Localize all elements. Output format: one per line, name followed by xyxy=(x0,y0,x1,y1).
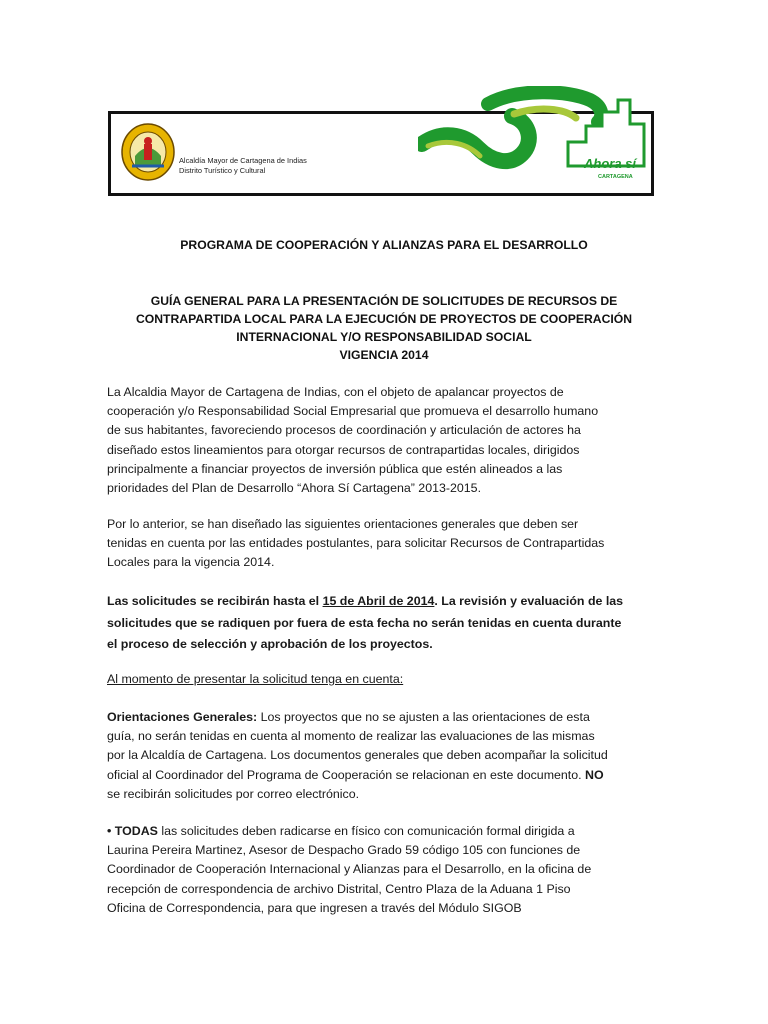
ahora-si-emblem-icon xyxy=(418,86,664,196)
paragraph-line: prioridades del Plan de Desarrollo “Ahora Sí Cartagena” 2013-2015. xyxy=(107,481,482,496)
org-name-line1: Alcaldía Mayor de Cartagena de Indias xyxy=(179,156,307,165)
orientations-paragraph xyxy=(107,515,660,573)
paragraph-line: guía, no serán tenidas en cuenta al momento de realizar las evaluaciones de las mismas xyxy=(107,729,595,744)
program-title: PROGRAMA DE COOPERACIÓN Y ALIANZAS PARA EL DESARROLLO xyxy=(180,238,588,252)
paragraph-text: Los proyectos que no se ajusten a las orientaciones de esta xyxy=(257,710,590,724)
paragraph-line: tenidas en cuenta por las entidades postulantes, para solicitar Recursos de Contrapartidas xyxy=(107,536,605,551)
paragraph-text: oficial al Coordinador del Programa de Cooperación se relacionan en este documento. xyxy=(107,767,586,782)
organization-name xyxy=(179,156,307,176)
paragraph-line xyxy=(107,766,660,785)
paragraph-line: solicitudes que se radiquen por fuera de esta fecha no serán tenidas en cuenta durante xyxy=(107,615,622,630)
paragraph-line: Coordinador de Cooperación Internacional y Alianzas para el Desarrollo, en la oficina de xyxy=(107,862,592,877)
city-seal-icon xyxy=(120,122,176,182)
paragraph-line: se recibirán solicitudes por correo electrónico. xyxy=(107,786,360,801)
org-name-line2: Distrito Turístico y Cultural xyxy=(179,166,266,175)
brand-wordmark: Ahora sí xyxy=(584,156,637,171)
section-label: Orientaciones Generales: xyxy=(107,710,258,724)
brand-subtitle: CARTAGENA xyxy=(598,174,633,180)
guide-title-line: INTERNACIONAL Y/O RESPONSABILIDAD SOCIAL xyxy=(236,330,532,344)
paragraph-line: de sus habitantes, favoreciendo procesos de coordinación y articulación de actores ha xyxy=(107,423,581,438)
emphasis-todas: TODAS xyxy=(114,824,158,838)
guide-title-line: GUÍA GENERAL PARA LA PRESENTACIÓN DE SOLICITUDES DE RECURSOS DE xyxy=(150,294,618,308)
paragraph-line: Locales para la vigencia 2014. xyxy=(107,555,275,570)
paragraph-line: por la Alcaldía de Cartagena. Los documentos generales que deben acompañar la solicitud xyxy=(107,748,608,763)
paragraph-line: principalmente a financiar proyectos de inversión pública que estén alineados a las xyxy=(107,461,563,476)
deadline-text: Las solicitudes se recibirán hasta el xyxy=(107,594,323,608)
paragraph-line xyxy=(107,708,660,727)
deadline-text: . La revisión y evaluación de las xyxy=(434,594,624,608)
deadline-paragraph xyxy=(107,591,660,656)
deadline-date: 15 de Abril de 2014 xyxy=(322,594,435,608)
paragraph-line: diseñado estos lineamientos para otorgar recursos de contrapartidas locales, dirigidos xyxy=(107,442,580,457)
paragraph-line: Por lo anterior, se han diseñado las siguientes orientaciones generales que deben ser xyxy=(107,517,579,531)
paragraph-line: el proceso de selección y aprobación de los proyectos. xyxy=(107,637,433,651)
paragraph-line: La Alcaldia Mayor de Cartagena de Indias, con el objeto de apalancar proyectos de xyxy=(107,385,564,399)
guide-title xyxy=(100,292,668,364)
paragraph-line xyxy=(107,822,660,841)
paragraph-line: Oficina de Correspondencia, para que ingresen a través del Módulo SIGOB xyxy=(107,900,522,915)
general-orientations-paragraph xyxy=(107,708,660,804)
paragraph-line xyxy=(107,591,660,613)
note-heading: Al momento de presentar la solicitud tenga en cuenta: xyxy=(107,672,404,686)
guide-title-line: CONTRAPARTIDA LOCAL PARA LA EJECUCIÓN DE PROYECTOS DE COOPERACIÓN xyxy=(135,312,633,326)
emphasis-no: NO xyxy=(585,767,604,782)
guide-title-line: VIGENCIA 2014 xyxy=(339,348,429,362)
paragraph-line: cooperación y/o Responsabilidad Social Empresarial que promueva el desarrollo humano xyxy=(107,404,599,419)
paragraph-line: recepción de correspondencia de archivo Distrital, Centro Plaza de la Aduana 1 Piso xyxy=(107,881,571,896)
paragraph-text: las solicitudes deben radicarse en físico con comunicación formal dirigida a xyxy=(157,824,575,838)
bullet-icon: • xyxy=(107,824,112,838)
intro-paragraph xyxy=(107,383,660,498)
bullet-item xyxy=(107,822,660,918)
paragraph-line: Laurina Pereira Martinez, Asesor de Despacho Grado 59 código 105 con funciones de xyxy=(107,843,581,858)
